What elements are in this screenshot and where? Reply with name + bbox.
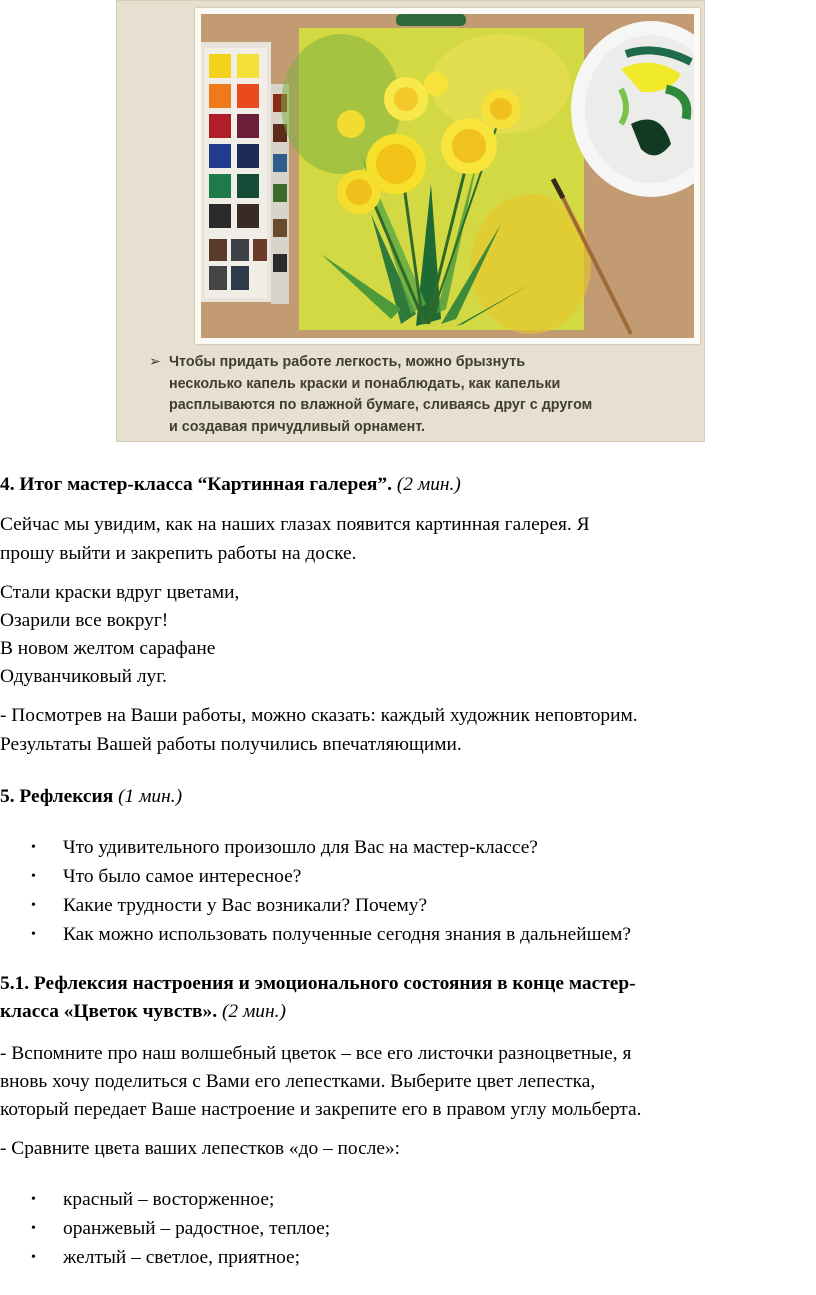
paragraph-line: Результаты Вашей работы получились впечатляющими.: [0, 734, 462, 755]
bullet-icon: •: [31, 1250, 36, 1265]
bullet-icon: •: [31, 1221, 36, 1236]
section-5-heading: [0, 782, 182, 811]
paint-tube: [396, 14, 466, 26]
section-5-1-heading: [0, 969, 636, 998]
bullet-icon: •: [31, 869, 36, 884]
paragraph-line: Сейчас мы увидим, как на наших глазах появится картинная галерея. Я: [0, 514, 590, 535]
caption-line: несколько капель краски и понаблюдать, как капельки: [169, 375, 561, 392]
caption-line: расплываются по влажной бумаге, сливаясь друг с другом: [169, 397, 593, 413]
paragraph-line: прошу выйти и закрепить работы на доске.: [0, 543, 357, 564]
bullet-icon: •: [31, 840, 36, 855]
poem-line: В новом желтом сарафане: [0, 638, 216, 659]
heading-time: (2 мин.): [221, 1001, 286, 1022]
section-4-heading: [0, 470, 461, 499]
heading-time: (1 мин.): [118, 786, 183, 807]
poem-line: Одуванчиковый луг.: [0, 666, 167, 687]
paragraph-line: который передает Ваше настроение и закрепите его в правом углу мольберта.: [0, 1099, 642, 1120]
heading-text: класса «Цветок чувств».: [0, 1001, 218, 1022]
section-5-1-heading-cont: [0, 997, 286, 1026]
heading-text: 4. Итог мастер-класса “Картинная галерея”.: [0, 474, 392, 495]
bullet-icon: •: [31, 927, 36, 942]
heading-text: 5. Рефлексия: [0, 786, 114, 807]
heading-text: 5.1. Рефлексия настроения и эмоционального состояния в конце мастер-: [0, 973, 636, 994]
paragraph-line: - Посмотрев на Ваши работы, можно сказать: каждый художник неповторим.: [0, 705, 638, 726]
dandelion-painting: [281, 28, 591, 334]
paragraph-line: - Сравните цвета ваших лепестков «до – после»:: [0, 1138, 401, 1159]
caption-line: Чтобы придать работе легкость, можно брызнуть: [169, 354, 526, 370]
caption-line: и создавая причудливый орнамент.: [169, 418, 425, 435]
paragraph-line: вновь хочу поделиться с Вами его лепестками. Выберите цвет лепестка,: [0, 1071, 596, 1092]
paragraph-line: - Вспомните про наш волшебный цветок – все его листочки разноцветные, я: [0, 1043, 632, 1064]
bullet-icon: •: [31, 1192, 36, 1207]
watercolor-photo: [201, 14, 694, 338]
slide-caption: [149, 352, 689, 438]
caption-arrow-icon: ➢: [149, 354, 161, 370]
poem-line: Озарили все вокруг!: [0, 610, 169, 631]
slide-image: [116, 0, 705, 442]
heading-time: (2 мин.): [396, 474, 461, 495]
bullet-icon: •: [31, 898, 36, 913]
poem-line: Стали краски вдруг цветами,: [0, 582, 240, 603]
photo-frame: [195, 8, 700, 344]
